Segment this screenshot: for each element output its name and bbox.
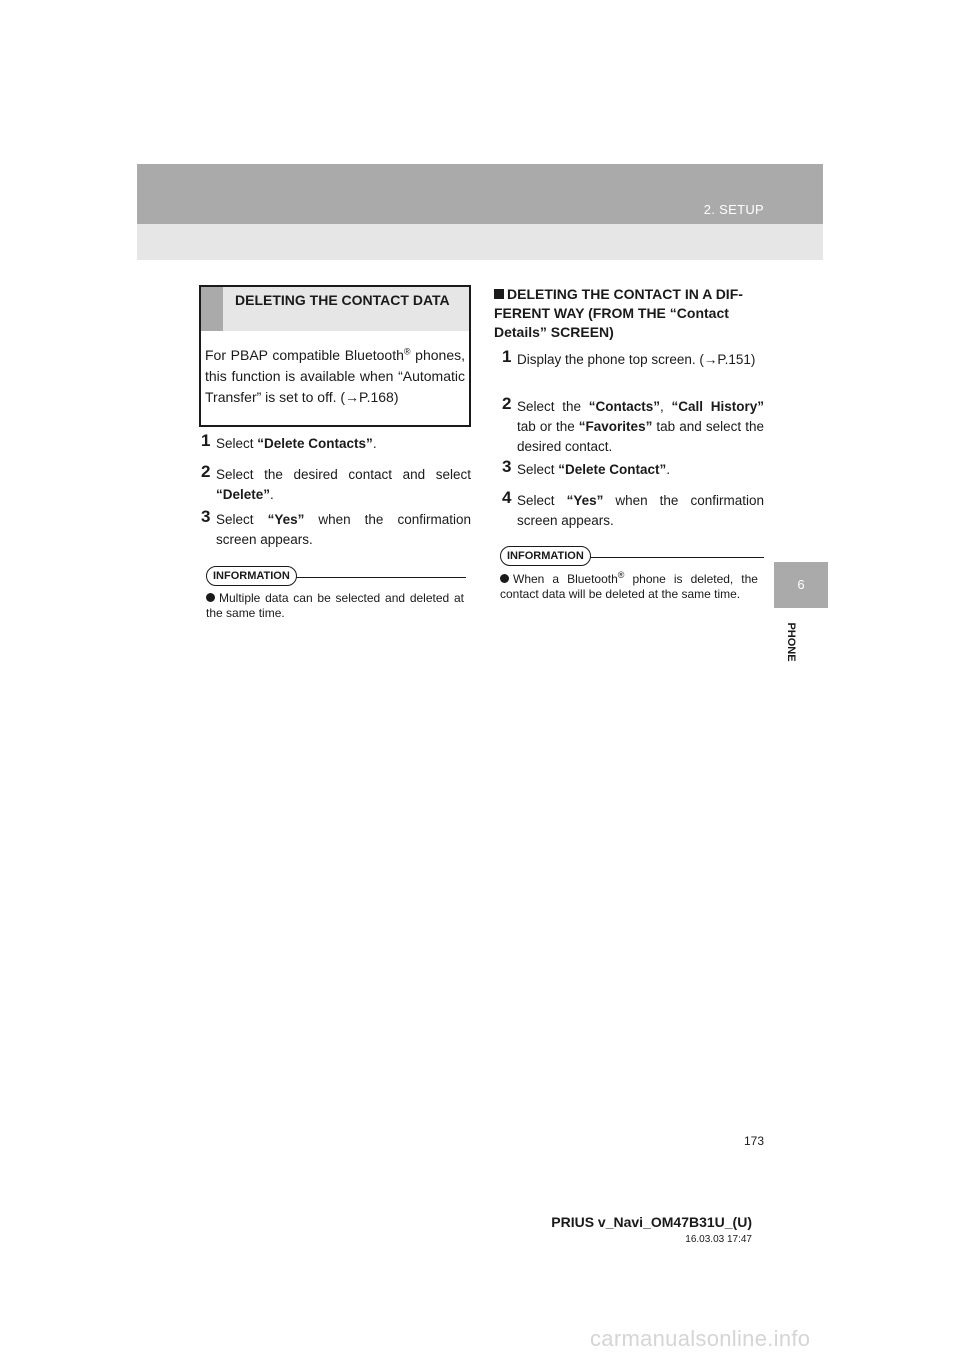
deleting-contact-data-box (199, 285, 471, 427)
information-text (206, 591, 464, 621)
bullet-icon (500, 574, 509, 583)
step-number: 1 (502, 347, 512, 366)
left-step-3 (201, 507, 471, 550)
step-text: Select (517, 462, 559, 477)
step-command: “Yes” (267, 512, 305, 527)
step-command: “Delete Contact” (558, 462, 667, 477)
page-number: 173 (743, 1134, 764, 1148)
right-step-1 (502, 347, 764, 370)
left-step-2 (201, 462, 471, 505)
information-text (500, 572, 758, 602)
step-command: “Call History” (671, 399, 764, 414)
step-number: 3 (502, 457, 512, 476)
step-text: when the confirmation screen appears. (517, 493, 764, 528)
information-label: INFORMATION (206, 566, 297, 586)
right-step-4 (502, 488, 764, 531)
step-number: 2 (201, 462, 211, 481)
step-text: Select (216, 512, 268, 527)
step-text: tab and select the desired contact. (517, 419, 764, 454)
right-step-3 (502, 457, 764, 480)
section-title: 2. SETUP (703, 202, 764, 217)
step-number: 3 (201, 507, 211, 526)
chapter-tab-label (784, 618, 798, 666)
document-code: PRIUS v_Navi_OM47B31U_(U) (551, 1214, 752, 1230)
step-text: tab or the (517, 419, 579, 434)
step-command: “Delete Contacts” (257, 436, 373, 451)
heading-text: DELETING THE CONTACT IN A DIF-FERENT WAY (FROM THE “Contact Details” SCREEN) (494, 286, 743, 340)
chapter-label-text: PHONE (785, 622, 797, 662)
step-text: Select (216, 436, 258, 451)
step-text: Select (517, 493, 567, 508)
box-text-part: For PBAP compatible Bluetooth (205, 347, 404, 363)
info-text-part: When a Bluetooth (513, 572, 618, 586)
box-text (205, 345, 465, 408)
step-command: “Favorites” (578, 419, 653, 434)
step-command: “Yes” (566, 493, 604, 508)
step-text: Select the desired contact and select (216, 467, 471, 482)
step-text: . (666, 462, 671, 477)
step-text: when the confirmation screen appears. (216, 512, 471, 547)
box-title: DELETING THE CONTACT DATA (235, 292, 450, 308)
registered-mark: ® (617, 570, 625, 580)
square-bullet-icon (494, 289, 504, 299)
left-step-1 (201, 431, 471, 454)
box-header-accent (201, 287, 223, 331)
registered-mark: ® (403, 346, 411, 357)
step-command: “Delete” (216, 487, 271, 502)
watermark: carmanualsonline.info (590, 1326, 811, 1351)
info-text-part: phone is deleted, the contact data will be deleted at the same time. (500, 572, 758, 601)
step-text: Display the phone top screen. (→P.151) (517, 352, 756, 367)
right-step-2 (502, 394, 764, 457)
step-text: Select the (517, 399, 589, 414)
step-number: 1 (201, 431, 211, 450)
step-text: . (372, 436, 377, 451)
step-text: . (270, 487, 274, 502)
step-command: “Contacts” (588, 399, 660, 414)
step-number: 2 (502, 394, 512, 413)
print-date: 16.03.03 17:47 (685, 1234, 752, 1245)
box-text-part: phones, this function is available when “Automatic Transfer” is set to off. (→P.168) (205, 347, 465, 405)
step-number: 4 (502, 488, 512, 507)
chapter-tab-number: 6 (774, 562, 828, 608)
information-label: INFORMATION (500, 546, 591, 566)
box-header (201, 287, 469, 331)
step-text: , (660, 399, 672, 414)
info-text-part: Multiple data can be selected and deleted at the same time. (206, 591, 464, 620)
bullet-icon (206, 593, 215, 602)
section-heading (494, 285, 764, 342)
